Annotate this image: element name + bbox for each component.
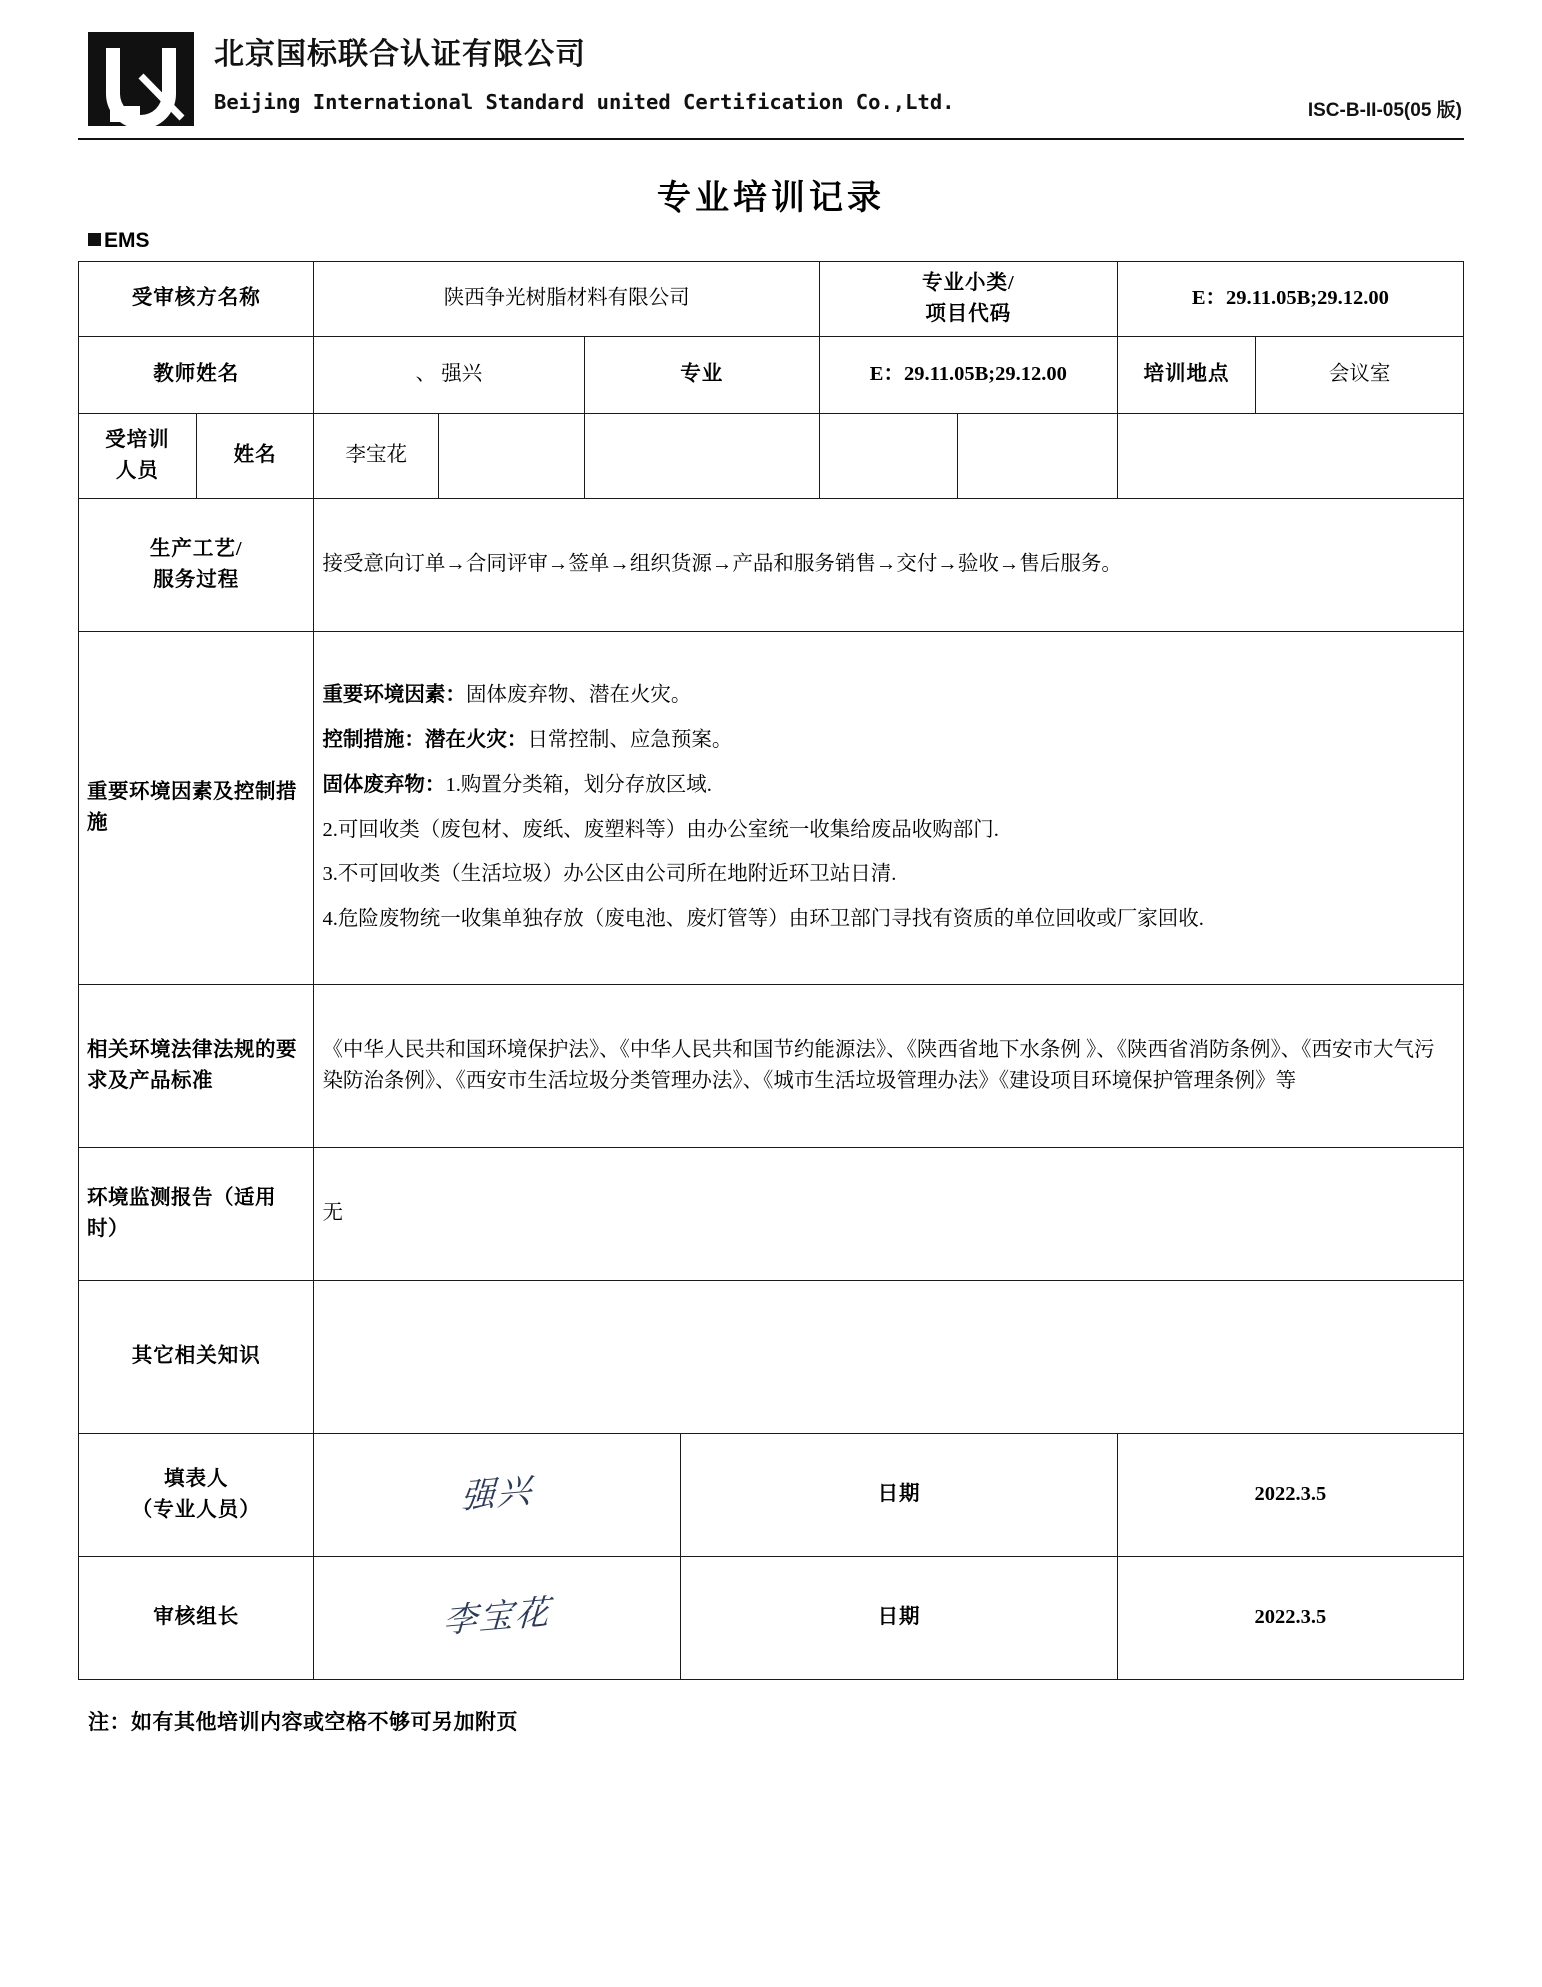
standard-mark-label: EMS — [104, 229, 150, 252]
table-row-monitor — [79, 1147, 1464, 1280]
monitor-value: 无 — [314, 1147, 1464, 1280]
table-row-other — [79, 1280, 1464, 1433]
filler-date-value: 2022.3.5 — [1117, 1433, 1463, 1556]
teacher-value: 、 强兴 — [314, 336, 584, 413]
table-row-auditee — [79, 262, 1464, 337]
organization-name-en: Beijing International Standard united Certification Co.,Ltd. — [214, 89, 955, 114]
trainee-label-line2: 人员 — [115, 459, 159, 482]
auditee-value: 陕西争光树脂材料有限公司 — [314, 262, 820, 337]
law-label: 相关环境法律法规的要求及产品标准 — [79, 984, 314, 1147]
trainee-name-label: 姓名 — [196, 413, 314, 498]
filler-label-line2: （专业人员） — [131, 1498, 261, 1521]
leader-signature-text: 李宝花 — [442, 1592, 553, 1642]
filler-label — [79, 1433, 314, 1556]
trainee-label — [79, 413, 197, 498]
place-label: 培训地点 — [1117, 336, 1256, 413]
scope-label — [819, 262, 1117, 337]
trainee-name-2 — [439, 413, 584, 498]
header-divider — [78, 138, 1464, 140]
trainee-name-4 — [819, 413, 958, 498]
table-row-leader — [79, 1556, 1464, 1679]
scope-value: E：29.11.05B;29.12.00 — [1117, 262, 1463, 337]
env-factor-line-4: 2.可回收类（废包材、废纸、废塑料等）由办公室统一收集给废品收购部门. — [322, 818, 999, 841]
filler-signature-text: 强兴 — [460, 1470, 535, 1518]
process-label — [79, 498, 314, 631]
checkbox-filled-icon — [88, 233, 101, 246]
env-factor-line-2: 控制措施：潜在火灾：日常控制、应急预案。 — [322, 729, 733, 751]
auditee-label: 受审核方名称 — [79, 262, 314, 337]
filler-signature — [314, 1433, 681, 1556]
process-label-line1: 生产工艺/ — [149, 537, 243, 560]
table-row-laws — [79, 984, 1464, 1147]
table-row-trainees — [79, 413, 1464, 498]
company-logo-icon — [86, 30, 196, 128]
teacher-label: 教师姓名 — [79, 336, 314, 413]
other-label: 其它相关知识 — [79, 1280, 314, 1433]
document-header — [78, 26, 1464, 134]
other-value — [314, 1280, 1464, 1433]
filler-label-line1: 填表人 — [163, 1467, 229, 1490]
trainee-name-5 — [958, 413, 1117, 498]
env-factor-line-5: 3.不可回收类（生活垃圾）办公区由公司所在地附近环卫站日清. — [322, 863, 897, 886]
leader-label: 审核组长 — [79, 1556, 314, 1679]
trainee-label-line1: 受培训 — [105, 428, 170, 451]
major-label: 专业 — [584, 336, 819, 413]
leader-signature — [314, 1556, 681, 1679]
table-row-env-factors — [79, 631, 1464, 984]
trainee-name-3 — [584, 413, 819, 498]
standard-mark — [88, 229, 1464, 253]
env-factor-line-3: 固体废弃物：1.购置分类箱，划分存放区域. — [322, 773, 712, 796]
trainee-name-1: 李宝花 — [314, 413, 439, 498]
filler-date-label: 日期 — [681, 1433, 1117, 1556]
law-value: 《中华人民共和国环境保护法》、《中华人民共和国节约能源法》、《陕西省地下水条例 》、《陕西省消防条例》、《西安市大气污染防治条例》、《西安市生活垃圾分类管理办法》、《城市生活垃圾管理办法》《建设项目环境保护管理条例》等 — [314, 984, 1464, 1147]
page-title: 专业培训记录 — [657, 180, 885, 217]
env-factor-line-6: 4.危险废物统一收集单独存放（废电池、废灯管等）由环卫部门寻找有资质的单位回收或厂家回收. — [322, 908, 1204, 930]
organization-name-cn: 北京国标联合认证有限公司 — [214, 38, 586, 71]
env-factor-value — [314, 631, 1464, 984]
trainee-name-6 — [1117, 413, 1463, 498]
training-record-table — [78, 261, 1464, 1680]
env-factor-label: 重要环境因素及控制措施 — [79, 631, 314, 984]
major-value: E：29.11.05B;29.12.00 — [819, 336, 1117, 413]
scope-label-line1: 专业小类/ — [921, 272, 1015, 294]
leader-date-value: 2022.3.5 — [1117, 1556, 1463, 1679]
place-value: 会议室 — [1256, 336, 1464, 413]
process-label-line2: 服务过程 — [153, 568, 240, 591]
table-row-filler — [79, 1433, 1464, 1556]
monitor-label: 环境监测报告（适用时） — [79, 1147, 314, 1280]
document-code: ISC-B-II-05(05 版) — [1307, 100, 1462, 121]
organization-block — [214, 26, 1308, 114]
table-row-process — [79, 498, 1464, 631]
scope-label-line2: 项目代码 — [925, 302, 1012, 325]
process-value: 接受意向订单→合同评审→签单→组织货源→产品和服务销售→交付→验收→售后服务。 — [314, 498, 1464, 631]
table-row-teacher — [79, 336, 1464, 413]
env-factor-line-1: 重要环境因素：固体废弃物、潜在火灾。 — [322, 684, 692, 707]
footer-note: 注：如有其他培训内容或空格不够可另加附页 — [88, 1709, 518, 1734]
leader-date-label: 日期 — [681, 1556, 1117, 1679]
